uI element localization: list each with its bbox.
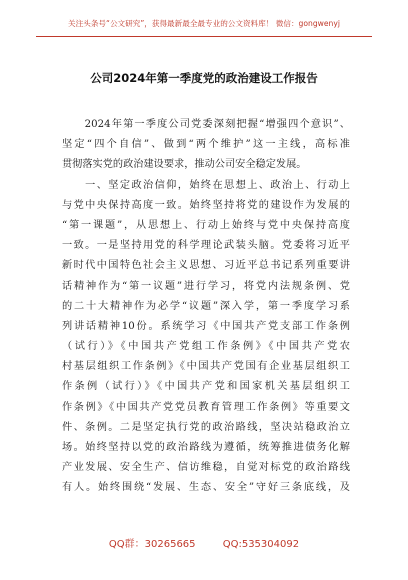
body-line: （试行）》《中国共产党组工作条例》《中国共产党农 — [62, 341, 350, 353]
body-line: 一、坚定政治信仰，始终在思想上、政治上、行动上 — [62, 179, 350, 191]
body-line: 新时代中国特色社会主义思想、习近平总书记系列重要讲 — [62, 260, 350, 272]
body-line: 一致。一是坚持用党的科学理论武装头脑。党委将习近平 — [62, 240, 350, 252]
body-line: 的二十大精神作为必学“议题”深入学，第一季度学习系 — [62, 300, 350, 312]
body-line: 作条例》《中国共产党党员教育管理工作条例》等重要文 — [62, 401, 350, 413]
document-title: 公司2024年第一季度党的政治建设工作报告 — [90, 71, 318, 85]
body-line: 村基层组织工作条例》《中国共产党国有企业基层组织工 — [62, 361, 350, 373]
body-line: “第一课题”，从思想上、行动上始终与党中央保持高度 — [62, 219, 350, 231]
document-body — [62, 115, 350, 499]
header-divider — [36, 36, 372, 37]
footer-qq-number: QQ:535304092 — [222, 539, 300, 550]
header-banner: 关注头条号“公文研究”，获得最新最全最专业的公文资料库！ 微信：gongwenyj — [68, 19, 340, 28]
body-line: 2024年第一季度公司党委深刻把握“增强四个意识”、 — [62, 119, 350, 130]
footer-contact — [0, 535, 408, 550]
body-line: 话精神作为“第一议题”进行学习，将党内法规条例、党 — [62, 280, 350, 292]
body-line: 产业发展、安全生产、信访维稳，自觉对标党的政治路线 — [62, 462, 350, 474]
body-line: 与党中央保持高度一致。始终坚持将党的建设作为发展的 — [62, 199, 350, 211]
body-line: 列讲话精神10份。系统学习《中国共产党支部工作条例 — [62, 320, 350, 332]
body-line: 贯彻落实党的政治建设要求，推动公司安全稳定发展。 — [62, 159, 307, 171]
body-line: 有人。始终围绕“发展、生态、安全”守好三条底线，及 — [62, 482, 350, 494]
body-line: 作条例（试行）》《中国共产党和国家机关基层组织工 — [62, 381, 350, 393]
body-line: 场。始终坚持以党的政治路线为遵循，统筹推进债务化解 — [62, 442, 350, 453]
footer-qq-group: QQ群：30265665 — [108, 539, 196, 550]
body-line: 件、条例。二是坚定执行党的政治路线，坚决站稳政治立 — [62, 421, 350, 433]
body-line: 坚定“四个自信”、做到“两个维护”这一主线，高标准 — [62, 139, 350, 151]
